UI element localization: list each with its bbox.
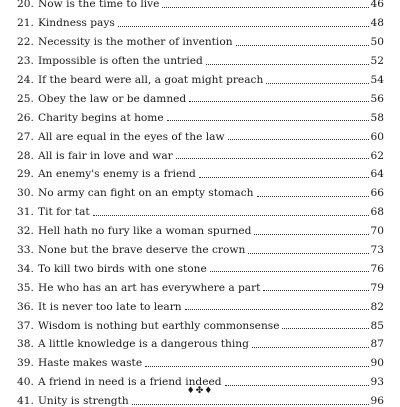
toc-entry-number: 23.: [17, 55, 34, 68]
toc-entry[interactable]: [17, 256, 384, 275]
toc-entry-title: A little knowledge is a dangerous thing: [38, 338, 249, 351]
toc-entry[interactable]: [17, 312, 384, 331]
toc-entry-number: 33.: [17, 243, 34, 256]
toc-entry-number: 27.: [17, 130, 34, 143]
toc-dot-leader: [118, 25, 369, 27]
toc-entry[interactable]: [17, 86, 384, 105]
toc-dot-leader: [162, 6, 368, 8]
toc-entry-number: 35.: [17, 281, 34, 294]
toc-entry[interactable]: [17, 180, 384, 199]
toc-entry-page-number: 82: [370, 300, 384, 313]
toc-entry-number: 32.: [17, 225, 34, 238]
toc-dot-leader: [185, 308, 369, 310]
toc-entry-title: Haste makes waste: [38, 357, 143, 370]
toc-entry-number: 34.: [17, 262, 34, 275]
toc-entry-title: Obey the law or be damned: [38, 92, 187, 105]
toc-entry-page-number: 70: [370, 225, 384, 238]
toc-dot-leader: [176, 157, 369, 159]
toc-entry-title: A friend in need is a friend indeed: [38, 376, 222, 389]
toc-entry-page-number: 64: [370, 168, 384, 181]
toc-entry-page-number: 93: [370, 376, 384, 389]
toc-entry-title: No army can fight on an empty stomach: [38, 187, 254, 200]
toc-entry-page-number: 87: [370, 338, 384, 351]
toc-dot-leader: [257, 195, 369, 197]
toc-entry-title: If the beard were all, a goat might preach: [38, 73, 264, 86]
toc-entry-number: 21.: [17, 17, 34, 30]
toc-entry-title: Impossible is often the untried: [38, 55, 203, 68]
toc-entry[interactable]: [17, 369, 384, 388]
toc-dot-leader: [266, 82, 368, 84]
toc-dot-leader: [145, 365, 368, 367]
toc-dot-leader: [189, 100, 368, 102]
toc-entry-number: 37.: [17, 319, 34, 332]
toc-dot-leader: [93, 214, 369, 216]
toc-entry[interactable]: [17, 161, 384, 180]
toc-dot-leader: [132, 403, 369, 405]
toc-entry-number: 20.: [17, 0, 34, 11]
toc-entry-page-number: 79: [370, 281, 384, 294]
toc-entry-title: Kindness pays: [38, 17, 115, 30]
toc-entry-page-number: 48: [370, 17, 384, 30]
toc-entry-page-number: 90: [370, 357, 384, 370]
toc-dot-leader: [282, 327, 368, 329]
toc-entry-page-number: 66: [370, 187, 384, 200]
toc-entry-page-number: 52: [370, 55, 384, 68]
toc-dot-leader: [252, 346, 369, 348]
toc-entry-title: Necessity is the mother of invention: [38, 36, 233, 49]
toc-entry[interactable]: [17, 67, 384, 86]
toc-entry-title: All are equal in the eyes of the law: [38, 130, 225, 143]
toc-entry[interactable]: [17, 142, 384, 161]
toc-entry-number: 22.: [17, 36, 34, 49]
toc-entry-title: He who has an art has everywhere a part: [38, 281, 261, 294]
toc-entry-page-number: 68: [370, 206, 384, 219]
toc-entry-page-number: 62: [370, 149, 384, 162]
toc-entry-number: 38.: [17, 338, 34, 351]
toc-entry-page-number: 56: [370, 92, 384, 105]
toc-entry[interactable]: [17, 237, 384, 256]
toc-dot-leader: [210, 270, 369, 272]
toc-entry-number: 40.: [17, 376, 34, 389]
toc-dot-leader: [263, 289, 368, 291]
toc-entry-page-number: 85: [370, 319, 384, 332]
toc-entry-number: 29.: [17, 168, 34, 181]
toc-entry-number: 24.: [17, 73, 34, 86]
table-of-contents: [17, 0, 384, 407]
toc-entry[interactable]: [17, 10, 384, 29]
toc-entry[interactable]: [17, 104, 384, 123]
toc-entry-number: 26.: [17, 111, 34, 124]
toc-entry-title: Hell hath no fury like a woman spurned: [38, 225, 252, 238]
toc-entry-title: Unity is strength: [38, 395, 129, 407]
toc-entry-page-number: 46: [370, 0, 384, 11]
toc-entry[interactable]: [17, 331, 384, 350]
toc-entry-page-number: 76: [370, 262, 384, 275]
toc-entry-number: 28.: [17, 149, 34, 162]
toc-dot-leader: [199, 176, 369, 178]
toc-entry[interactable]: [17, 199, 384, 218]
toc-entry-title: None but the brave deserve the crown: [38, 243, 246, 256]
toc-entry[interactable]: [17, 48, 384, 67]
toc-entry-title: Now is the time to live: [38, 0, 160, 11]
toc-dot-leader: [206, 63, 369, 65]
toc-entry-title: Charity begins at home: [38, 111, 164, 124]
toc-entry-title: To kill two birds with one stone: [38, 262, 207, 275]
toc-dot-leader: [228, 138, 369, 140]
toc-entry-number: 31.: [17, 206, 34, 219]
toc-entry[interactable]: [17, 274, 384, 293]
toc-entry-number: 39.: [17, 357, 34, 370]
toc-entry-number: 41.: [17, 395, 34, 407]
fleuron-ornament-icon: ♦✤♦: [186, 386, 214, 396]
toc-entry[interactable]: [17, 29, 384, 48]
toc-dot-leader: [254, 233, 368, 235]
toc-entry-title: It is never too late to learn: [38, 300, 182, 313]
toc-entry[interactable]: [17, 350, 384, 369]
toc-entry[interactable]: [17, 0, 384, 10]
toc-entry-title: An enemy's enemy is a friend: [38, 168, 196, 181]
toc-entry-page-number: 50: [370, 36, 384, 49]
toc-entry-page-number: 96: [370, 395, 384, 407]
toc-entry-title: Wisdom is nothing but earthly commonsense: [38, 319, 280, 332]
toc-entry[interactable]: [17, 218, 384, 237]
toc-entry-title: All is fair in love and war: [38, 149, 173, 162]
toc-entry-number: 25.: [17, 92, 34, 105]
toc-entry-page-number: 60: [370, 130, 384, 143]
toc-dot-leader: [248, 252, 368, 254]
toc-entry-page-number: 73: [370, 243, 384, 256]
toc-entry-title: Tit for tat: [38, 206, 90, 219]
toc-entry-page-number: 58: [370, 111, 384, 124]
toc-entry-number: 36.: [17, 300, 34, 313]
toc-entry-page-number: 54: [370, 73, 384, 86]
toc-entry-number: 30.: [17, 187, 34, 200]
toc-dot-leader: [236, 44, 369, 46]
toc-entry[interactable]: [17, 123, 384, 142]
toc-dot-leader: [167, 119, 369, 121]
toc-entry[interactable]: [17, 293, 384, 312]
